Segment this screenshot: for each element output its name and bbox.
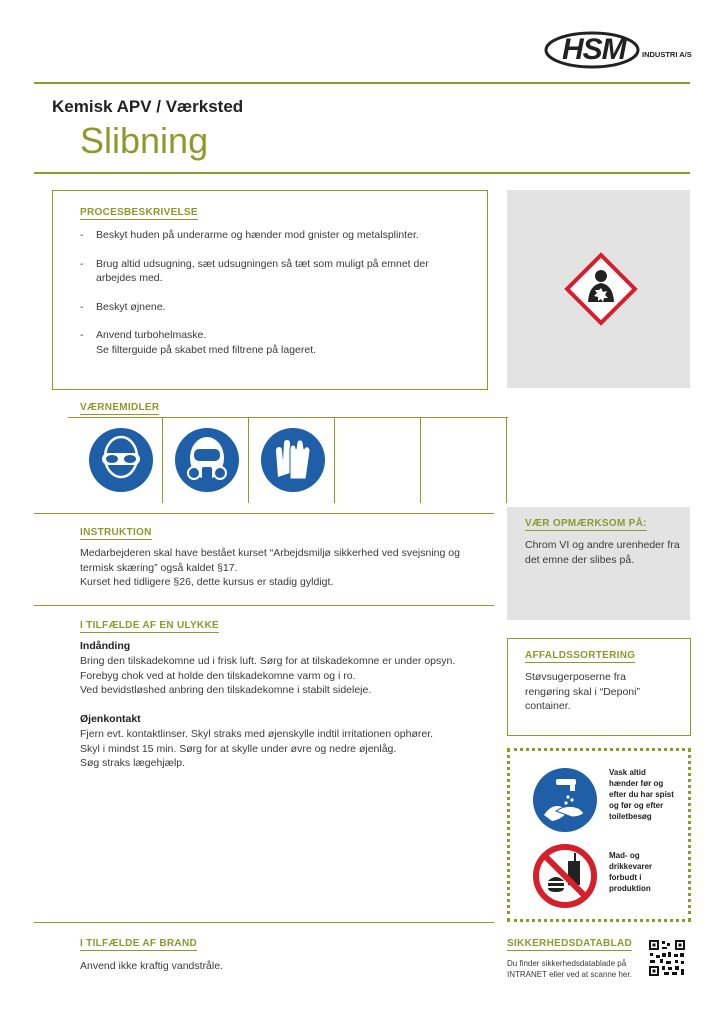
list-item: - Beskyt øjnene. bbox=[80, 300, 480, 315]
ppe-title: VÆRNEMIDLER bbox=[80, 402, 160, 413]
ppe-cell-empty bbox=[422, 417, 507, 503]
full-face-respirator-icon bbox=[174, 427, 240, 493]
eye-contact-heading: Øjenkontakt bbox=[80, 713, 141, 725]
accident-title: I TILFÆLDE AF EN ULYKKE bbox=[80, 620, 219, 631]
wash-hands-text: Vask altid hænder før og efter du har spist og før og efter toiletbesøg bbox=[609, 768, 674, 821]
inhalation-text: Bring den tilskadekomne ud i frisk luft. Sørg for at tilskadekomne er under opsyn. Forebyg chok ved at holde den tilskadekomne varm og i ro. Ved bevidstløshed anbring den tilskadekomne i stabilt sideleje. bbox=[80, 655, 456, 696]
instruction-title: INSTRUKTION bbox=[80, 527, 152, 538]
ppe-cell bbox=[78, 417, 163, 503]
fire-rule bbox=[34, 922, 494, 923]
list-item: - Anvend turbohelmaske. Se filterguide på skabet med filtrene på lageret. bbox=[80, 328, 480, 357]
protective-gloves-icon bbox=[260, 427, 326, 493]
no-food-drink-icon bbox=[532, 843, 598, 909]
instruction-rule bbox=[34, 513, 494, 514]
hazard-panel bbox=[507, 190, 690, 388]
fire-title: I TILFÆLDE AF BRAND bbox=[80, 938, 197, 949]
wash-hands-icon bbox=[532, 767, 598, 833]
page-subtitle: Kemisk APV / Værksted bbox=[52, 97, 244, 116]
fire-text: Anvend ikke kraftig vandstråle. bbox=[80, 960, 223, 972]
process-list bbox=[80, 228, 480, 371]
logo-text: HSM bbox=[562, 33, 626, 66]
eye-contact-text: Fjern evt. kontaktlinser. Skyl straks med øjenskylle indtil irritationen ophører. Skyl i mindst 15 min. Sørg for at skylle under øvre og nedre øjenlåg. Søg straks lægehjælp. bbox=[80, 728, 434, 769]
instruction-text: Medarbejderen skal have bestået kurset “Arbejdsmiljø sikkerhed ved svejsning og termisk skæring” også kaldet §17. Kurset hed tidligere §26, dette kursus er stadig gyldigt. bbox=[80, 547, 460, 588]
ppe-cell bbox=[164, 417, 249, 503]
qr-code-icon[interactable] bbox=[648, 939, 686, 977]
list-item: - Beskyt huden på underarme og hænder mod gnister og metalsplinter. bbox=[80, 228, 480, 243]
ppe-cell-empty bbox=[336, 417, 421, 503]
waste-title: AFFALDSSORTERING bbox=[525, 650, 636, 661]
inhalation-heading: Indånding bbox=[80, 640, 131, 652]
list-item: - Brug altid udsugning, sæt udsugningen så tæt som muligt på emnet der arbejdes med. bbox=[80, 257, 480, 286]
attention-text: Chrom VI og andre urenheder fra det emne der slibes på. bbox=[525, 539, 680, 566]
sds-title: SIKKERHEDSDATABLAD bbox=[507, 938, 633, 949]
page-title: Slibning bbox=[80, 120, 209, 161]
header-rule bbox=[34, 82, 690, 84]
no-food-text: Mad- og drikkevarer forbudt i produktion bbox=[609, 851, 653, 893]
title-rule bbox=[34, 172, 690, 174]
safety-goggles-icon bbox=[88, 427, 154, 493]
attention-title: VÆR OPMÆRKSOM PÅ: bbox=[525, 518, 647, 529]
health-hazard-ghs-icon bbox=[562, 250, 640, 328]
ppe-cell bbox=[250, 417, 335, 503]
process-title: PROCESBESKRIVELSE bbox=[80, 207, 198, 218]
logo-subtext: INDUSTRI A/S bbox=[642, 50, 692, 59]
waste-text: Støvsugerposerne fra rengøring skal i “Deponi” container. bbox=[525, 671, 640, 712]
accident-rule bbox=[34, 605, 494, 606]
hsm-logo bbox=[544, 30, 694, 70]
sds-text: Du finder sikkerhedsdatablade på INTRANET eller ved at scanne her. bbox=[507, 959, 632, 979]
